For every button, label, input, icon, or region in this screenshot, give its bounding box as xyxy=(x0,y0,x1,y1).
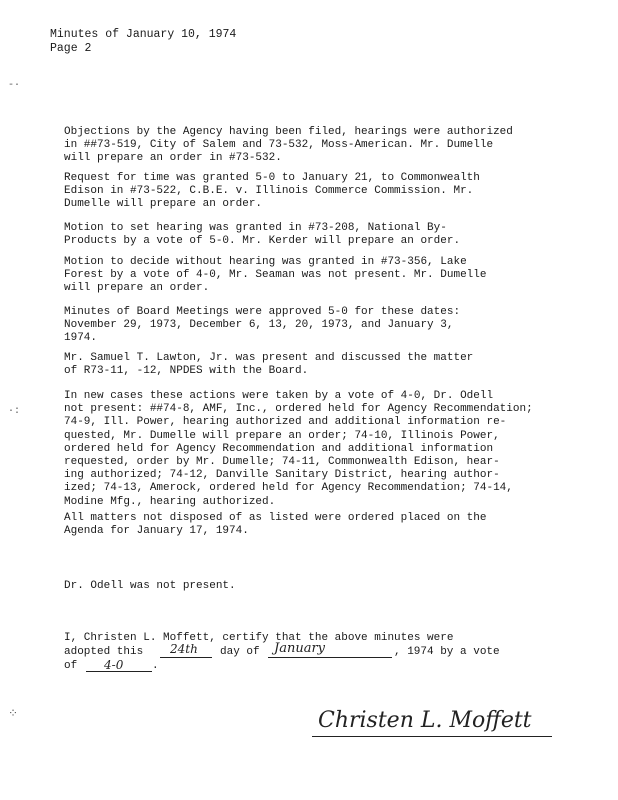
paragraph-request-time: Request for time was granted 5-0 to January 21, to Commonwealth Edison in #73-522, C.B.E. v. Illinois Commerce Commission. Mr. Dumelle will prepare an order. xyxy=(64,172,480,211)
paragraph-all-matters: All matters not disposed of as listed were ordered placed on the Agenda for January 17, 1974. xyxy=(64,512,487,538)
margin-mark: ·: xyxy=(8,406,21,417)
paragraph-objections: Objections by the Agency having been filed, hearings were authorized in ##73-519, City of Salem and 73-532, Moss-American. Mr. Dumelle will prepare an order in #73-532. xyxy=(64,126,513,165)
paragraph-motion-decide: Motion to decide without hearing was granted in #73-356, Lake Forest by a vote of 4-0, Mr. Seaman was not present. Mr. Dumelle will prepare an order. xyxy=(64,256,487,295)
day-underline xyxy=(160,657,212,658)
paragraph-minutes-approved: Minutes of Board Meetings were approved 5-0 for these dates: November 29, 1973, December 6, 13, 20, 1973, and January 3, 1974. xyxy=(64,306,461,345)
day-of-text: day of xyxy=(220,646,260,658)
vote-handwritten: 4-0 xyxy=(104,658,124,672)
day-handwritten: 24th xyxy=(170,642,198,656)
paragraph-motion-hearing: Motion to set hearing was granted in #73-208, National By- Products by a vote of 5-0. Mr. Kerder will prepare an order. xyxy=(64,222,461,248)
absence-note: Dr. Odell was not present. xyxy=(64,580,236,592)
page-header xyxy=(50,28,236,56)
month-handwritten: January xyxy=(274,641,326,656)
paragraph-new-cases: In new cases these actions were taken by a vote of 4-0, Dr. Odell not present: ##74-8, AMF, Inc., ordered held for Agency Recommendation; 74-9, Ill. Power, hearing authorized and additional information re- quested, Mr. Dumelle will prepare an order; 74-10, Illinois Power, ordered held for Agency Recommendation and additional information requested, order by Mr. Dumelle; 74-11, Commonwealth Edison, hear- ing authorized; 74-12, Danville Sanitary District, hearing author- ized; 74-13, Amerock, ordered held for Agency Recommendation; 74-14, Modine Mfg., hearing authorized. xyxy=(64,390,533,508)
month-underline xyxy=(268,657,392,658)
margin-mark: ⁘ xyxy=(8,707,19,721)
header-title: Minutes of January 10, 1974 xyxy=(50,28,237,41)
vote-suffix: . xyxy=(152,660,159,672)
vote-prefix: of xyxy=(64,660,78,672)
vote-underline xyxy=(86,671,152,672)
margin-mark: -· xyxy=(8,80,21,91)
header-page-number: Page 2 xyxy=(50,42,92,55)
certification-line-1: I, Christen L. Moffett, certify that the above minutes were xyxy=(64,632,454,644)
paragraph-lawton: Mr. Samuel T. Lawton, Jr. was present and discussed the matter of R73-11, -12, NPDES with the Board. xyxy=(64,352,474,378)
adopted-prefix: adopted this xyxy=(64,646,144,658)
signature-line xyxy=(312,736,552,737)
signature: Christen L. Moffett xyxy=(318,708,532,733)
year-suffix: , 1974 by a vote xyxy=(394,646,500,658)
